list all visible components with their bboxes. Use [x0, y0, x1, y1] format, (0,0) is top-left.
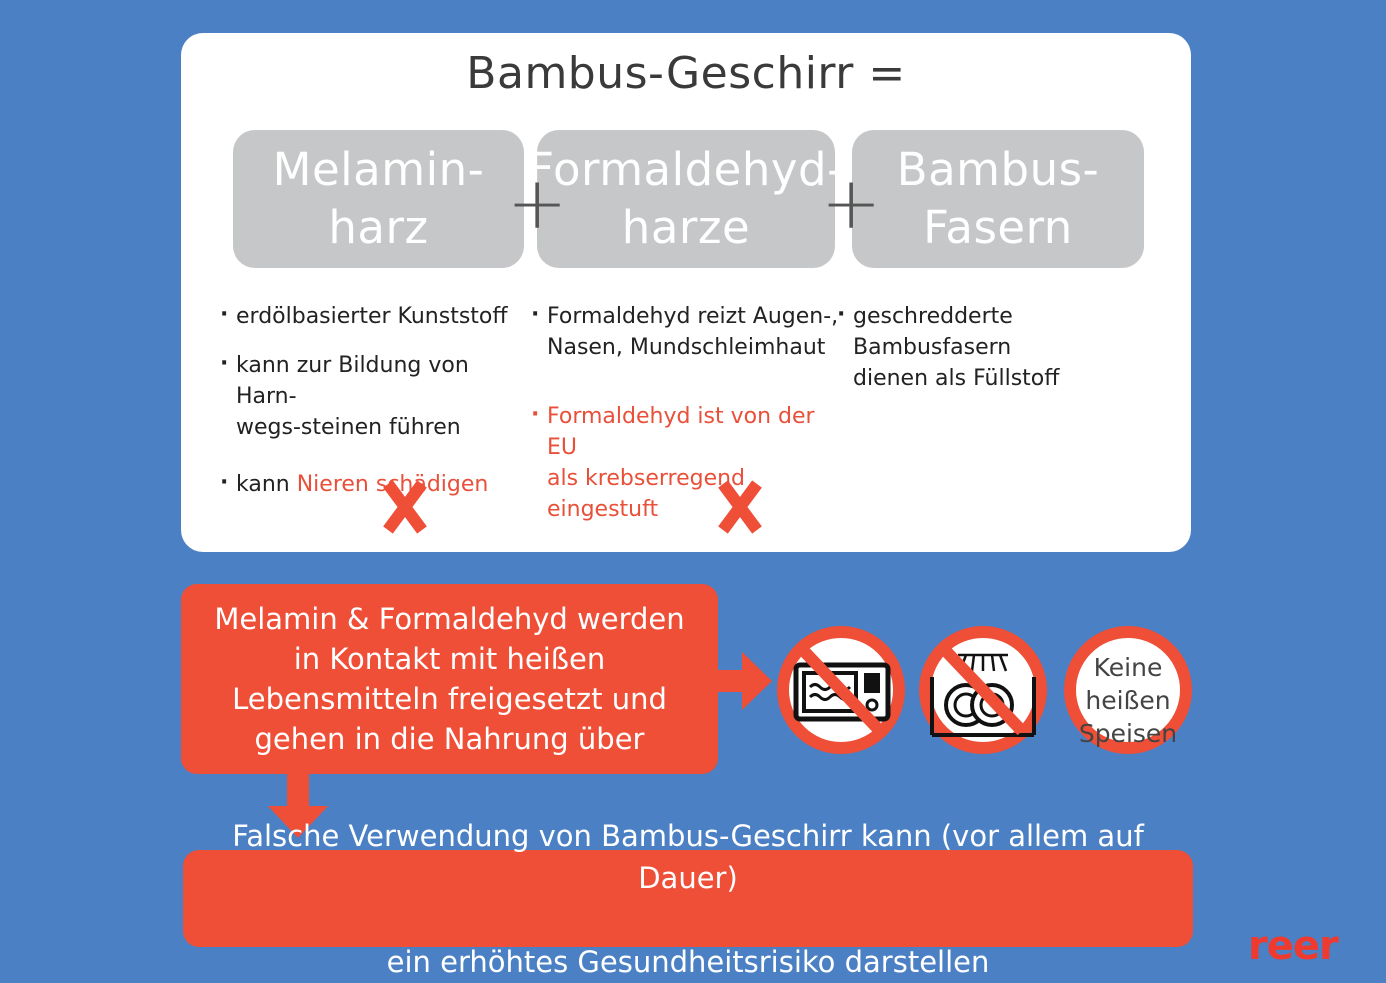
list-item: · kann zur Bildung von Harn- wegs-steinen führen: [220, 350, 520, 443]
plus-sign-1: +: [507, 161, 568, 245]
component-label-line1: Bambus-: [896, 143, 1100, 196]
release-warning-box: [181, 584, 718, 774]
component-label-line2: harze: [621, 201, 751, 254]
melamin-effects-list: [220, 301, 520, 518]
no-dishwasher-icon: [918, 625, 1048, 755]
component-melaminharz: [233, 130, 524, 268]
list-item: · kann Nieren schädigen: [220, 469, 520, 500]
plus-sign-2: +: [821, 161, 882, 245]
component-formaldehydharze: [528, 130, 844, 268]
component-label-line2: Fasern: [923, 201, 1073, 254]
bambus-effects-list: [837, 301, 1157, 412]
component-label-line1: Formaldehyd-: [528, 143, 844, 196]
reer-logo: [1248, 926, 1368, 966]
svg-text:reer: reer: [1248, 926, 1338, 966]
component-bambusfasern: [852, 130, 1144, 268]
no-hot-food-text: Keine heißen Speisen: [1078, 652, 1178, 748]
x-mark-icon: [715, 478, 765, 536]
no-microwave-icon: [776, 625, 906, 755]
formaldehyd-effects-list: [531, 301, 841, 543]
list-item: · Formaldehyd ist von der EU als krebserregend eingestuft: [531, 401, 841, 525]
red-warning-text: Nieren schädigen: [296, 472, 489, 497]
conclusion-box: [183, 818, 1193, 979]
list-item: · erdölbasierter Kunststoff: [220, 301, 520, 332]
page-title: Bambus-Geschirr =: [466, 48, 906, 99]
component-label-line1: Melamin-: [272, 143, 485, 196]
arrow-right-icon: [716, 652, 772, 710]
x-mark-icon: [380, 478, 430, 536]
component-label-line2: harz: [328, 201, 429, 254]
list-item: · Formaldehyd reizt Augen-, Nasen, Mundschleimhaut: [531, 301, 841, 363]
release-warning-text: Melamin & Formaldehyd werden in Kontakt mit heißen Lebensmitteln freigesetzt und gehen in die Nahrung über: [214, 602, 685, 756]
conclusion-text: Falsche Verwendung von Bambus-Geschirr kann (vor allem auf Dauer) ein erhöhtes Gesundheitsrisiko darstellen: [232, 818, 1144, 979]
list-item: · geschredderte Bambusfasern dienen als Füllstoff: [837, 301, 1157, 394]
